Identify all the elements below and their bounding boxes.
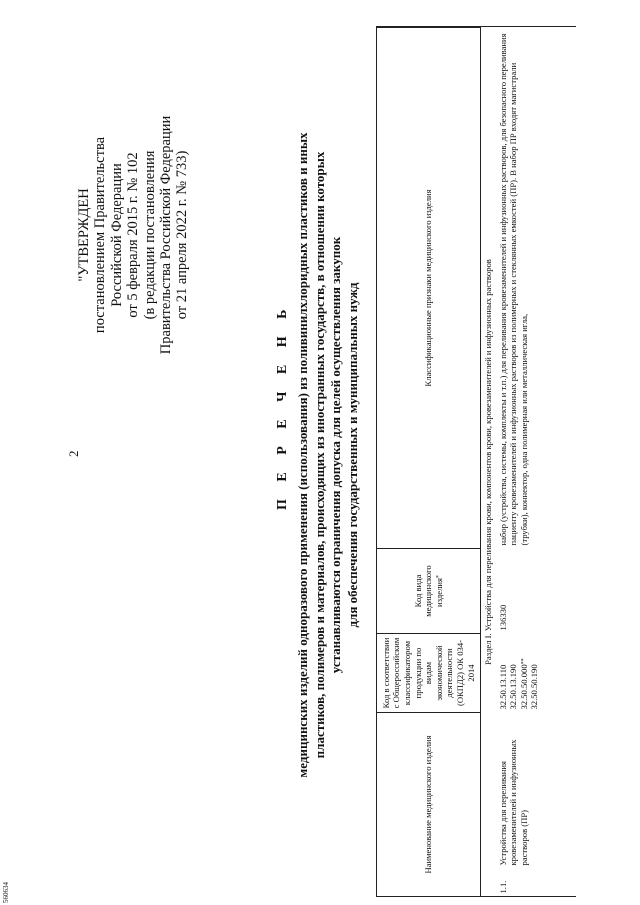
subtitle-line: для обеспечения государственных и муниципальных нужд bbox=[344, 282, 360, 628]
table-right-border bbox=[376, 26, 576, 27]
approval-line: Правительства Российской Федерации bbox=[158, 115, 175, 355]
okpd-code-text: 32.50.50.000 bbox=[518, 664, 529, 710]
approval-line: постановлением Правительства bbox=[92, 136, 109, 334]
section-title: Раздел I. Устройства для переливания крови, компонентов крови, кровезаменителей и инфузионных растворов bbox=[483, 259, 493, 665]
subtitle-line: пластиков, полимеров и материалов, происходящих из иностранных государств, в отношении которых bbox=[311, 151, 327, 759]
page-number: 2 bbox=[66, 450, 81, 457]
footnote-mark: * bbox=[435, 575, 442, 579]
okpd-code: 32.50.13.190 bbox=[508, 664, 519, 710]
approval-block bbox=[76, 105, 191, 365]
row-features: набор (устройства, системы, комплекты и т.п.) для переливания кровезаменителей и инфузионных растворов, для безопасного переливания пациенту кровезаменителей и инфузионных растворов из полимерных и стеклянных емкостей (ПР). В набор ПР входят магистрали (трубки), коннектор, одна полимерная или металлическая игла, bbox=[497, 33, 529, 546]
document-title: П Е Р Е Ч Е Н Ь bbox=[275, 302, 290, 510]
approval-line: Российской Федерации bbox=[108, 163, 125, 307]
document-subtitle bbox=[295, 125, 361, 785]
table-header-row bbox=[377, 28, 481, 897]
approval-line: "УТВЕРЖДЕН bbox=[76, 188, 92, 282]
row-number: 1.1. bbox=[497, 880, 508, 894]
header-name: Наименование медицинского изделия bbox=[377, 713, 481, 897]
approval-line: (в редакции постановления bbox=[141, 150, 158, 320]
row-okpd bbox=[496, 634, 542, 713]
table-row bbox=[496, 28, 542, 897]
header-features: Классификационные признаки медицинского изделия bbox=[377, 28, 481, 549]
okpd-code bbox=[519, 637, 530, 710]
section-row bbox=[481, 28, 496, 897]
header-okpd: Код в соответствии с Общероссийским классификатором продукции по видам экономической деятельности (ОКПД2) ОК 034-2014 bbox=[377, 634, 481, 713]
header-kind-code bbox=[377, 549, 481, 634]
subtitle-line: медицинских изделий одноразового применения (использования) из поливинилхлоридных пластиков и иных bbox=[295, 132, 310, 778]
subtitle-line: устанавливаются ограничения допуска для целей осуществления закупок bbox=[328, 236, 344, 674]
row-name: Устройства для переливания кровезаменителей и инфузионных растворов (ПР) bbox=[497, 739, 529, 866]
okpd-code: 32.50.13.110 bbox=[497, 664, 508, 710]
medical-devices-table bbox=[376, 27, 542, 897]
document-code: 560634 bbox=[2, 882, 10, 903]
header-kind-code-text: Код вида медицинского изделия bbox=[412, 565, 444, 617]
approval-line: от 21 апреля 2022 г. № 733) bbox=[174, 150, 191, 320]
footnote-mark: ** bbox=[520, 658, 527, 665]
okpd-code: 32.50.50.190 bbox=[529, 664, 540, 710]
table-left-border bbox=[376, 896, 576, 897]
row-kind-code: 136330 bbox=[497, 604, 508, 631]
approval-line: от 5 февраля 2015 г. № 102 bbox=[125, 152, 142, 318]
